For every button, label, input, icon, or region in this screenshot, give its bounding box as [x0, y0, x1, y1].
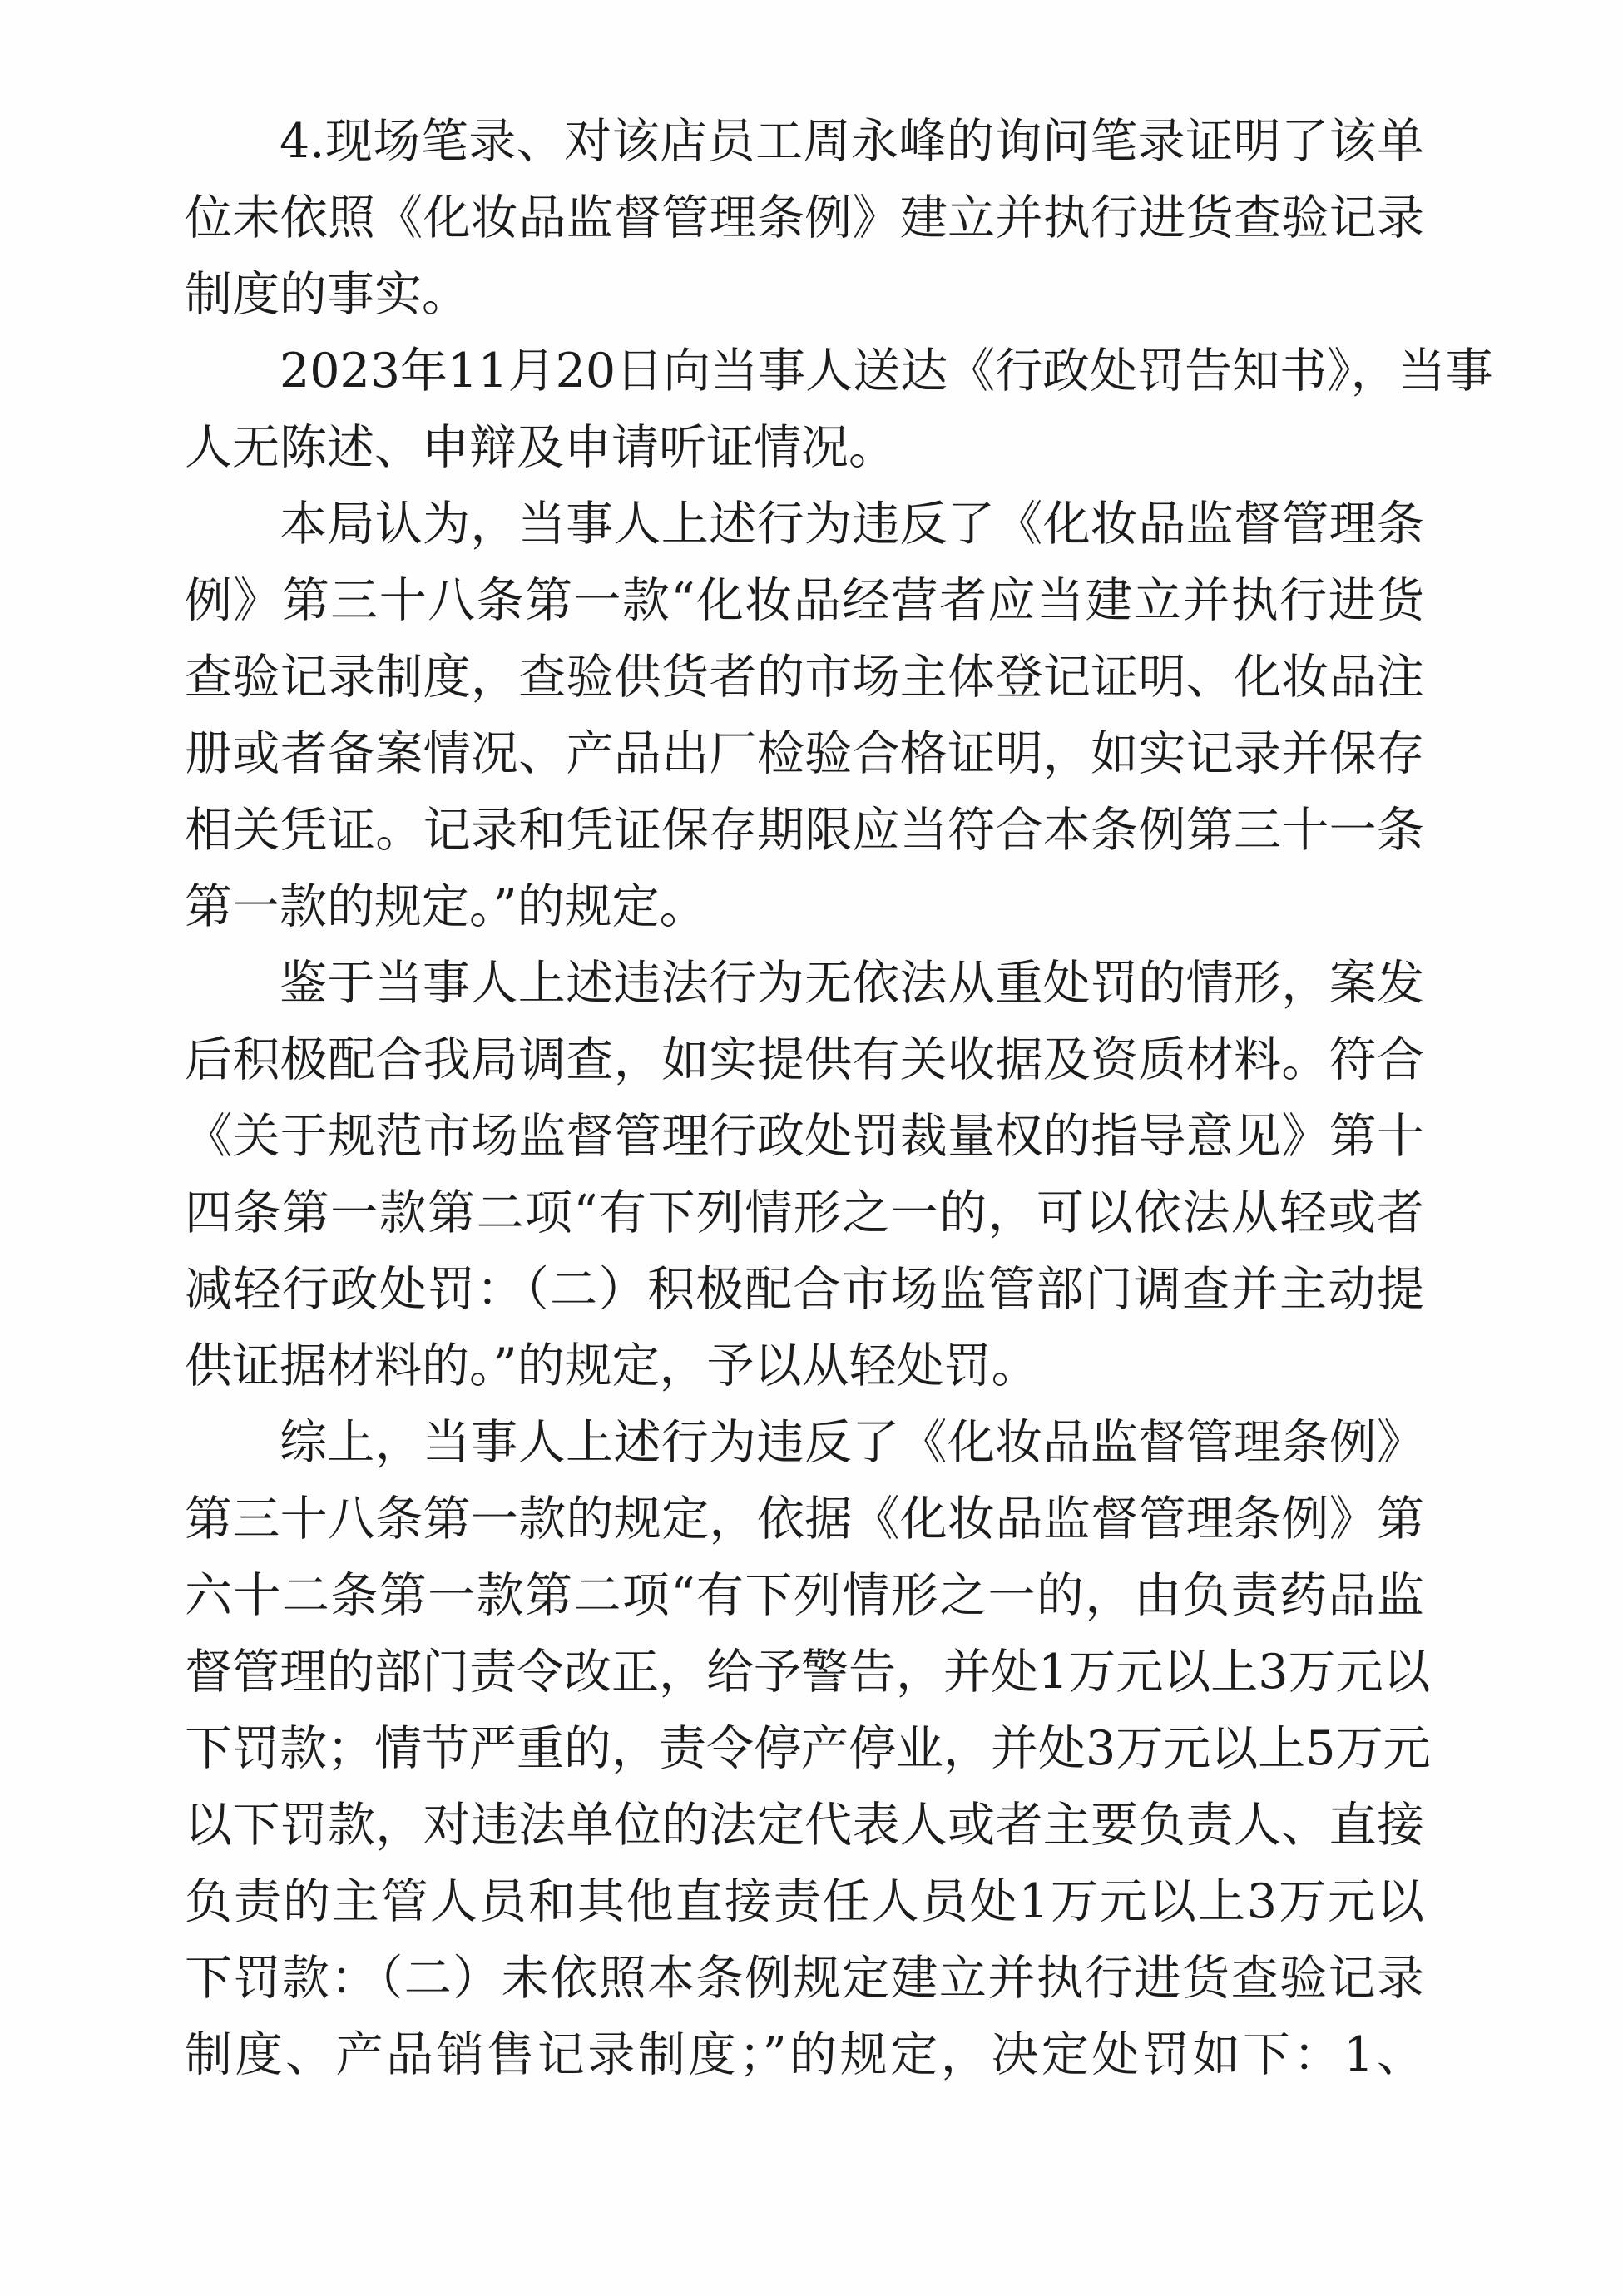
- text-line: 本局认为，当事人上述行为违反了《化妆品监督管理条: [280, 497, 1424, 552]
- text-line: 相关凭证。记录和凭证保存期限应当符合本条例第三十一条: [185, 803, 1424, 858]
- text-line: 制度的事实。: [185, 267, 469, 322]
- text-line: 负责的主管人员和其他直接责任人员处1万元以上3万元以: [185, 1874, 1424, 1929]
- text-line: 供证据材料的。”的规定，予以从轻处罚。: [185, 1339, 1039, 1393]
- text-line: 下罚款：（二）未依照本条例规定建立并执行进货查验记录: [185, 1951, 1424, 2006]
- text-line: 综上，当事人上述行为违反了《化妆品监督管理条例》: [280, 1415, 1424, 1470]
- text-line: 鉴于当事人上述违法行为无依法从重处罚的情形，案发: [280, 956, 1424, 1011]
- text-line: 第三十八条第一款的规定，依据《化妆品监督管理条例》第: [185, 1492, 1424, 1546]
- text-line: 第一款的规定。”的规定。: [185, 879, 707, 934]
- text-line: 例》第三十八条第一款“化妆品经营者应当建立并执行进货: [185, 573, 1424, 628]
- text-line: 2023年11月20日向当事人送达《行政处罚告知书》，当事: [280, 344, 1493, 398]
- text-line: 督管理的部门责令改正，给予警告，并处1万元以上3万元以: [185, 1645, 1431, 1700]
- text-line: 后积极配合我局调查，如实提供有关收据及资质材料。符合: [185, 1032, 1424, 1087]
- text-line: 查验记录制度，查验供货者的市场主体登记证明、化妆品注: [185, 650, 1424, 705]
- text-line: 制度、产品销售记录制度；”的规定，决定处罚如下：1、: [185, 2027, 1424, 2082]
- text-line: 四条第一款第二项“有下列情形之一的，可以依法从轻或者: [185, 1185, 1424, 1240]
- text-line: 减轻行政处罚：（二）积极配合市场监管部门调查并主动提: [185, 1262, 1424, 1317]
- text-line: 人无陈述、申辩及申请听证情况。: [185, 420, 896, 475]
- text-line: 下罚款；情节严重的，责令停产停业，并处3万元以上5万元: [185, 1721, 1431, 1776]
- text-line: 4.现场笔录、对该店员工周永峰的询问笔录证明了该单: [280, 114, 1424, 169]
- text-line: 六十二条第一款第二项“有下列情形之一的，由负责药品监: [185, 1568, 1424, 1623]
- text-line: 册或者备案情况、产品出厂检验合格证明，如实记录并保存: [185, 726, 1424, 781]
- text-line: 位未依照《化妆品监督管理条例》建立并执行进货查验记录: [185, 191, 1424, 245]
- document-body: [185, 103, 1493, 2093]
- text-line: 《关于规范市场监督管理行政处罚裁量权的指导意见》第十: [185, 1109, 1424, 1164]
- text-line: 以下罚款，对违法单位的法定代表人或者主要负责人、直接: [185, 1798, 1424, 1853]
